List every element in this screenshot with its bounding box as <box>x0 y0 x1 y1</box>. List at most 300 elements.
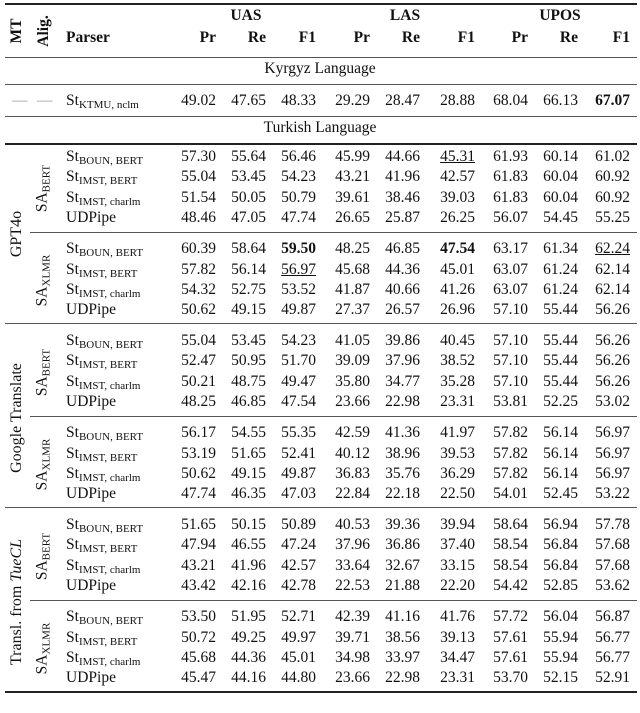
table-cell: 39.53 <box>440 444 475 462</box>
table-cell: 59.50 <box>281 240 316 258</box>
table-cell: 58.64 <box>231 240 266 258</box>
aligner-subscript: XLMR <box>40 438 53 471</box>
table-row <box>0 331 640 351</box>
aligner-label <box>33 516 54 596</box>
table-row <box>0 167 640 187</box>
table-cell: 46.85 <box>231 392 266 410</box>
table-cell: 40.45 <box>440 332 475 349</box>
table-cell: 56.04 <box>543 608 578 626</box>
table-cell: 46.85 <box>385 240 420 258</box>
table-row <box>0 372 640 392</box>
table-cell: 52.85 <box>543 576 578 594</box>
table-cell: 51.70 <box>281 352 316 370</box>
header-subcol: Pr <box>199 29 216 46</box>
table-cell: 42.78 <box>281 576 316 594</box>
table-cell: 34.77 <box>385 372 420 390</box>
aligner-label <box>33 240 54 320</box>
table-cell: 56.77 <box>595 628 630 646</box>
table-cell: 49.15 <box>231 301 266 319</box>
header-subcol: Pr <box>511 29 528 46</box>
table-cell: 53.19 <box>181 444 216 462</box>
table-cell: 56.97 <box>595 444 630 462</box>
parser-base: St <box>66 332 79 349</box>
parser-base: St <box>66 444 79 462</box>
table-cell: 56.14 <box>231 260 266 278</box>
table-cell: 53.81 <box>493 392 528 410</box>
parser-name <box>66 351 137 372</box>
table-cell: 34.98 <box>335 648 370 666</box>
table-cell: 50.62 <box>181 464 216 482</box>
parser-base: St <box>66 352 79 370</box>
parser-base: St <box>66 92 79 109</box>
table-cell: 56.14 <box>543 424 578 442</box>
table-rule <box>5 323 637 324</box>
parser-name <box>66 464 140 485</box>
parser-base: UDPipe <box>66 485 116 503</box>
parser-name <box>66 167 137 188</box>
header-group: LAS <box>389 7 421 24</box>
parser-name <box>66 576 116 596</box>
aligner-subscript: XLMR <box>40 622 53 655</box>
table-cell: 47.74 <box>181 485 216 503</box>
table-cell: 44.80 <box>281 669 316 687</box>
table-row <box>0 91 640 111</box>
mt-dash: — <box>12 92 28 109</box>
table-cell: 61.83 <box>493 168 528 186</box>
table-cell: 58.64 <box>493 516 528 533</box>
header-subcol: Re <box>559 29 578 46</box>
table-cell: 47.05 <box>231 208 266 226</box>
table-cell: 52.25 <box>543 392 578 410</box>
table-cell: 50.95 <box>231 352 266 370</box>
table-cell: 52.15 <box>543 669 578 687</box>
table-cell: 47.54 <box>281 392 316 410</box>
parser-name <box>66 331 143 352</box>
table-cell: 55.94 <box>543 628 578 646</box>
table-cell: 37.96 <box>335 536 370 554</box>
table-cell: 38.96 <box>385 444 420 462</box>
aligner-subscript: BERT <box>40 532 53 560</box>
table-cell: 52.45 <box>543 485 578 503</box>
parser-name <box>66 280 140 301</box>
table-row <box>0 464 640 484</box>
parser-base: St <box>66 516 79 533</box>
parser-name <box>66 628 137 649</box>
table-cell: 28.47 <box>385 92 420 109</box>
parser-subscript: IMST, BERT <box>78 543 138 556</box>
table-cell: 45.99 <box>335 148 370 165</box>
table-cell: 22.20 <box>440 576 475 594</box>
table-cell: 61.34 <box>543 240 578 258</box>
table-cell: 56.26 <box>595 372 630 390</box>
table-cell: 50.62 <box>181 301 216 319</box>
table-cell: 47.03 <box>281 485 316 503</box>
mt-label <box>7 522 27 682</box>
parser-name <box>66 260 137 281</box>
table-cell: 58.54 <box>493 556 528 574</box>
table-cell: 62.14 <box>595 260 630 278</box>
table-cell: 34.47 <box>440 648 475 666</box>
table-cell: 51.65 <box>231 444 266 462</box>
table-cell: 23.66 <box>335 392 370 410</box>
parser-subscript: IMST, BERT <box>78 175 138 188</box>
table-cell: 41.26 <box>440 280 475 298</box>
table-cell: 57.82 <box>493 444 528 462</box>
header-group: UPOS <box>539 7 581 24</box>
table-cell: 55.35 <box>281 424 316 442</box>
table-cell: 38.52 <box>440 352 475 370</box>
table-rule <box>30 232 637 233</box>
table-row <box>0 260 640 280</box>
table-cell: 67.07 <box>595 92 630 109</box>
table-cell: 22.18 <box>385 485 420 503</box>
table-cell: 55.04 <box>181 168 216 186</box>
table-cell: 56.84 <box>543 536 578 554</box>
table-cell: 41.36 <box>385 424 420 442</box>
table-cell: 33.15 <box>440 556 475 574</box>
table-cell: 46.55 <box>231 536 266 554</box>
table-cell: 39.36 <box>385 516 420 533</box>
table-cell: 63.07 <box>493 280 528 298</box>
table-cell: 45.01 <box>281 648 316 666</box>
parser-subscript: BOUN, BERT <box>78 615 144 628</box>
table-cell: 45.47 <box>181 669 216 687</box>
table-cell: 48.25 <box>181 392 216 410</box>
table-cell: 49.02 <box>181 92 216 109</box>
mt-name: Google Translate <box>8 362 25 473</box>
table-cell: 53.70 <box>493 669 528 687</box>
table-cell: 52.47 <box>181 352 216 370</box>
aligner-base: SA <box>33 375 51 396</box>
table-cell: 49.47 <box>281 372 316 390</box>
table-cell: 50.15 <box>231 516 266 533</box>
table-cell: 56.77 <box>595 648 630 666</box>
table-cell: 40.53 <box>335 516 370 533</box>
table-cell: 56.26 <box>595 332 630 349</box>
table-cell: 36.86 <box>385 536 420 554</box>
table-cell: 22.53 <box>335 576 370 594</box>
parser-subscript: IMST, charlm <box>78 471 141 484</box>
table-cell: 55.25 <box>595 208 630 226</box>
parser-subscript: KTMU, nclm <box>78 99 139 111</box>
parser-subscript: BOUN, BERT <box>78 247 144 260</box>
table-cell: 63.07 <box>493 260 528 278</box>
table-cell: 57.10 <box>493 301 528 319</box>
table-cell: 45.01 <box>440 260 475 278</box>
table-cell: 39.09 <box>335 352 370 370</box>
parser-subscript: IMST, charlm <box>78 655 141 668</box>
table-cell: 57.78 <box>595 516 630 533</box>
table-cell: 60.14 <box>543 148 578 165</box>
table-cell: 61.24 <box>543 280 578 298</box>
table-cell: 39.86 <box>385 332 420 349</box>
table-cell: 47.65 <box>231 92 266 109</box>
table-rule <box>5 507 637 508</box>
table-row <box>0 648 640 668</box>
parser-name <box>66 444 137 465</box>
table-row <box>0 607 640 627</box>
parser-base: St <box>66 536 79 554</box>
table-cell: 36.29 <box>440 464 475 482</box>
table-cell: 55.64 <box>231 148 266 165</box>
table-row <box>0 484 640 504</box>
parser-subscript: IMST, charlm <box>78 563 141 576</box>
table-cell: 56.14 <box>543 444 578 462</box>
parser-base: UDPipe <box>66 392 116 410</box>
table-cell: 54.01 <box>493 485 528 503</box>
header-subcol: Re <box>401 29 420 46</box>
table-rule <box>5 3 637 5</box>
parser-base: St <box>66 188 79 206</box>
table-cell: 39.61 <box>335 188 370 206</box>
table-cell: 55.44 <box>543 372 578 390</box>
table-cell: 55.94 <box>543 648 578 666</box>
table-cell: 68.04 <box>493 92 528 109</box>
table-cell: 57.10 <box>493 352 528 370</box>
table-cell: 23.31 <box>440 392 475 410</box>
table-cell: 44.36 <box>385 260 420 278</box>
table-cell: 45.68 <box>181 648 216 666</box>
table-cell: 40.12 <box>335 444 370 462</box>
table-cell: 22.84 <box>335 485 370 503</box>
table-cell: 22.98 <box>385 669 420 687</box>
table-cell: 57.10 <box>493 332 528 349</box>
table-cell: 35.80 <box>335 372 370 390</box>
parser-subscript: BOUN, BERT <box>78 431 144 444</box>
table-cell: 57.68 <box>595 556 630 574</box>
section-title-turkish: Turkish Language <box>263 119 377 136</box>
parser-base: St <box>66 260 79 278</box>
parser-base: St <box>66 556 79 574</box>
parser-subscript: IMST, charlm <box>78 379 141 392</box>
table-cell: 43.42 <box>181 576 216 594</box>
table-cell: 26.65 <box>335 208 370 226</box>
parser-name <box>66 372 140 393</box>
mt-label <box>7 338 27 498</box>
table-cell: 41.76 <box>440 608 475 626</box>
table-cell: 56.26 <box>595 301 630 319</box>
parser-base: St <box>66 608 79 626</box>
table-cell: 29.29 <box>335 92 370 109</box>
parser-subscript: IMST, charlm <box>78 195 141 208</box>
parser-name <box>66 91 139 112</box>
table-cell: 41.96 <box>385 168 420 186</box>
table-row <box>0 280 640 300</box>
aligner-label <box>33 608 54 688</box>
table-cell: 49.97 <box>281 628 316 646</box>
table-cell: 50.79 <box>281 188 316 206</box>
table-cell: 61.93 <box>493 148 528 165</box>
table-cell: 60.04 <box>543 168 578 186</box>
mt-name: GPT4o <box>8 210 25 257</box>
parser-subscript: BOUN, BERT <box>78 155 144 167</box>
table-cell: 57.82 <box>493 464 528 482</box>
table-cell: 56.14 <box>543 464 578 482</box>
parser-base: St <box>66 628 79 646</box>
parser-base: St <box>66 240 79 258</box>
table-cell: 52.91 <box>595 669 630 687</box>
table-cell: 46.35 <box>231 485 266 503</box>
table-cell: 60.92 <box>595 188 630 206</box>
aligner-label <box>33 332 54 412</box>
table-cell: 56.84 <box>543 556 578 574</box>
table-cell: 36.83 <box>335 464 370 482</box>
table-cell: 54.45 <box>543 208 578 226</box>
table-row <box>0 628 640 648</box>
table-cell: 53.45 <box>231 332 266 349</box>
parser-base: UDPipe <box>66 669 116 687</box>
table-row <box>0 208 640 228</box>
table-cell: 50.21 <box>181 372 216 390</box>
table-cell: 38.56 <box>385 628 420 646</box>
table-cell: 22.50 <box>440 485 475 503</box>
parser-base: UDPipe <box>66 208 116 226</box>
parser-base: St <box>66 464 79 482</box>
table-cell: 54.55 <box>231 424 266 442</box>
aligner-base: SA <box>33 470 51 491</box>
table-cell: 45.31 <box>440 148 475 165</box>
table-cell: 49.25 <box>231 628 266 646</box>
table-cell: 23.66 <box>335 669 370 687</box>
parser-name <box>66 147 143 168</box>
table-cell: 39.13 <box>440 628 475 646</box>
table-rule <box>30 416 637 417</box>
table-cell: 48.33 <box>281 92 316 109</box>
table-cell: 51.95 <box>231 608 266 626</box>
table-cell: 60.92 <box>595 168 630 186</box>
parser-base: St <box>66 648 79 666</box>
table-cell: 26.57 <box>385 301 420 319</box>
parser-base: UDPipe <box>66 301 116 319</box>
table-cell: 43.21 <box>181 556 216 574</box>
table-cell: 53.02 <box>595 392 630 410</box>
parser-name <box>66 648 140 669</box>
table-cell: 61.83 <box>493 188 528 206</box>
table-cell: 60.39 <box>181 240 216 258</box>
table-cell: 49.87 <box>281 464 316 482</box>
aligner-base: SA <box>33 191 51 212</box>
table-cell: 52.75 <box>231 280 266 298</box>
table-cell: 48.75 <box>231 372 266 390</box>
table-cell: 49.15 <box>231 464 266 482</box>
table-cell: 21.88 <box>385 576 420 594</box>
parser-name <box>66 607 143 628</box>
table-cell: 42.39 <box>335 608 370 626</box>
table-cell: 41.16 <box>385 608 420 626</box>
table-cell: 42.59 <box>335 424 370 442</box>
parser-name <box>66 484 116 504</box>
table-row <box>0 668 640 688</box>
table-cell: 56.26 <box>595 352 630 370</box>
table-cell: 54.23 <box>281 332 316 349</box>
table-cell: 25.87 <box>385 208 420 226</box>
aligner-subscript: BERT <box>40 164 53 192</box>
table-cell: 56.87 <box>595 608 630 626</box>
parser-subscript: IMST, BERT <box>78 267 138 280</box>
table-cell: 35.28 <box>440 372 475 390</box>
table-cell: 57.10 <box>493 372 528 390</box>
table-cell: 37.96 <box>385 352 420 370</box>
header-subcol: F1 <box>612 29 630 46</box>
mt-label <box>7 154 27 314</box>
table-cell: 57.61 <box>493 628 528 646</box>
table-cell: 55.44 <box>543 301 578 319</box>
table-cell: 56.97 <box>595 464 630 482</box>
table-cell: 50.89 <box>281 516 316 533</box>
table-cell: 57.61 <box>493 648 528 666</box>
table-row <box>0 300 640 320</box>
table-cell: 47.94 <box>181 536 216 554</box>
table-cell: 38.46 <box>385 188 420 206</box>
parser-name <box>66 556 140 577</box>
parser-subscript: IMST, BERT <box>78 451 138 464</box>
table-row <box>0 188 640 208</box>
parser-subscript: BOUN, BERT <box>78 339 144 351</box>
table-cell: 35.76 <box>385 464 420 482</box>
table-cell: 57.30 <box>181 148 216 165</box>
table-cell: 41.97 <box>440 424 475 442</box>
parser-subscript: BOUN, BERT <box>78 523 144 535</box>
table-cell: 56.46 <box>281 148 316 165</box>
aligner-label <box>33 424 54 504</box>
table-cell: 53.62 <box>595 576 630 594</box>
table-cell: 26.25 <box>440 208 475 226</box>
header-subcol: Pr <box>353 29 370 46</box>
parser-name <box>66 188 140 209</box>
table-rule <box>30 600 637 601</box>
table-row <box>0 392 640 412</box>
table-cell: 47.24 <box>281 536 316 554</box>
aligner-label <box>33 148 54 228</box>
table-row <box>0 535 640 555</box>
table-cell: 39.71 <box>335 628 370 646</box>
table-cell: 55.44 <box>543 352 578 370</box>
table-cell: 43.21 <box>335 168 370 186</box>
table-rule <box>5 57 637 58</box>
alig-dash: — <box>37 92 53 109</box>
parser-base: UDPipe <box>66 576 116 594</box>
table-cell: 61.24 <box>543 260 578 278</box>
mt-name-italic: TueCL <box>8 538 25 582</box>
table-cell: 53.52 <box>281 280 316 298</box>
table-cell: 48.25 <box>335 240 370 258</box>
table-cell: 45.68 <box>335 260 370 278</box>
parser-name <box>66 668 116 688</box>
table-row <box>0 147 640 167</box>
table-rule <box>5 143 637 145</box>
table-cell: 56.17 <box>181 424 216 442</box>
parser-name <box>66 208 116 228</box>
table-row <box>0 351 640 371</box>
table-cell: 63.17 <box>493 240 528 258</box>
table-cell: 23.31 <box>440 669 475 687</box>
aligner-base: SA <box>33 559 51 580</box>
table-cell: 50.72 <box>181 628 216 646</box>
table-cell: 42.57 <box>281 556 316 574</box>
table-rule <box>5 84 637 85</box>
table-cell: 51.54 <box>181 188 216 206</box>
table-cell: 32.67 <box>385 556 420 574</box>
table-cell: 58.54 <box>493 536 528 554</box>
table-cell: 62.14 <box>595 280 630 298</box>
table-cell: 56.97 <box>595 424 630 442</box>
header-parser: Parser <box>66 29 110 46</box>
section-title-kyrgyz: Kyrgyz Language <box>264 60 376 77</box>
table-cell: 37.40 <box>440 536 475 554</box>
table-cell: 22.98 <box>385 392 420 410</box>
table-cell: 51.65 <box>181 516 216 533</box>
parser-name <box>66 535 137 556</box>
